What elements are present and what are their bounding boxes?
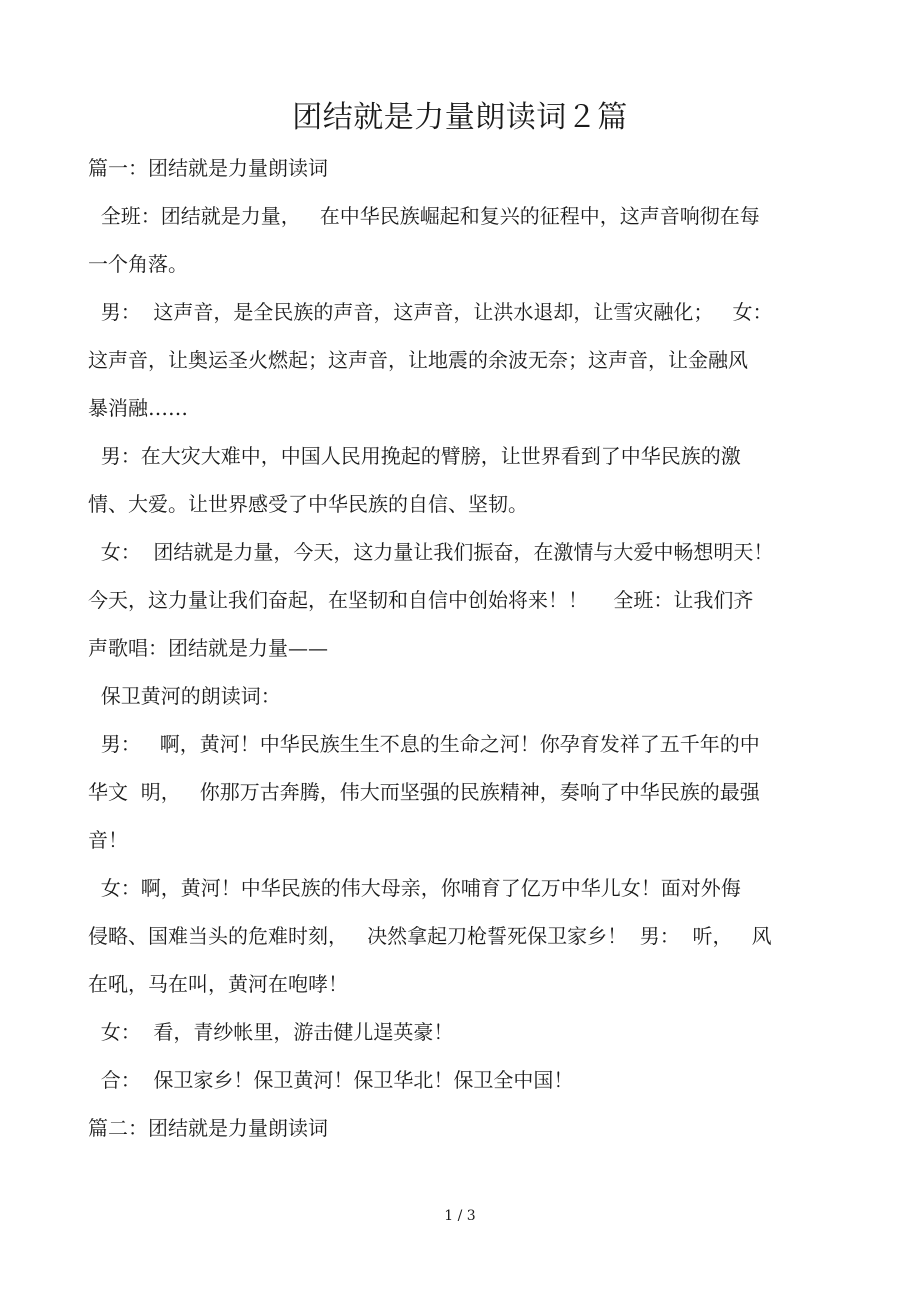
text-line: 男： 啊，黄河！中华民族生生不息的生命之河！你孕育发祥了五千年的中 [88,732,760,756]
page-number: 1 / 3 [444,1208,476,1224]
text-line: 女：啊，黄河！中华民族的伟大母亲，你哺育了亿万中华儿女！面对外侮 [88,876,741,900]
text-line: 音！ [88,828,128,852]
text-line: 女： 团结就是力量，今天，这力量让我们振奋，在激情与大爱中畅想明天！ [88,540,774,564]
text-line: 男： 这声音，是全民族的声音，这声音，让洪水退却，让雪灾融化； 女： [88,300,773,324]
text-line: 声歌唱：团结就是力量—— [88,636,328,660]
text-line: 女： 看，青纱帐里，游击健儿逞英豪！ [88,1020,454,1044]
text-line: 华文 明， 你那万古奔腾，伟大而坚强的民族精神，奏响了中华民族的最强 [88,780,760,804]
text-line: 今天，这力量让我们奋起，在坚韧和自信中创始将来！！ 全班：让我们齐 [88,588,754,612]
text-line: 男：在大灾大难中，中国人民用挽起的臂膀，让世界看到了中华民族的激 [88,444,741,468]
text-line: 合： 保卫家乡！保卫黄河！保卫华北！保卫全中国！ [88,1068,574,1092]
section-heading-2: 篇二：团结就是力量朗读词 [88,1116,328,1140]
text-line: 全班：团结就是力量， 在中华民族崛起和复兴的征程中，这声音响彻在每 [88,204,760,228]
text-line: 一个角落。 [88,252,188,276]
text-line: 保卫黄河的朗读词： [88,684,281,708]
section-heading-1: 篇一：团结就是力量朗读词 [88,156,328,180]
text-line: 在吼，马在叫，黄河在咆哮！ [88,972,348,996]
text-line: 情、大爱。让世界感受了中华民族的自信、坚韧。 [88,492,528,516]
document-title: 团结就是力量朗读词２篇 [292,100,628,135]
text-line: 侵略、国难当头的危难时刻， 决然拿起刀枪誓死保卫家乡！ 男： 听， 风 [88,924,772,948]
text-line: 这声音，让奥运圣火燃起；这声音，让地震的余波无奈；这声音，让金融风 [88,348,748,372]
text-line: 暴消融…… [88,396,188,420]
